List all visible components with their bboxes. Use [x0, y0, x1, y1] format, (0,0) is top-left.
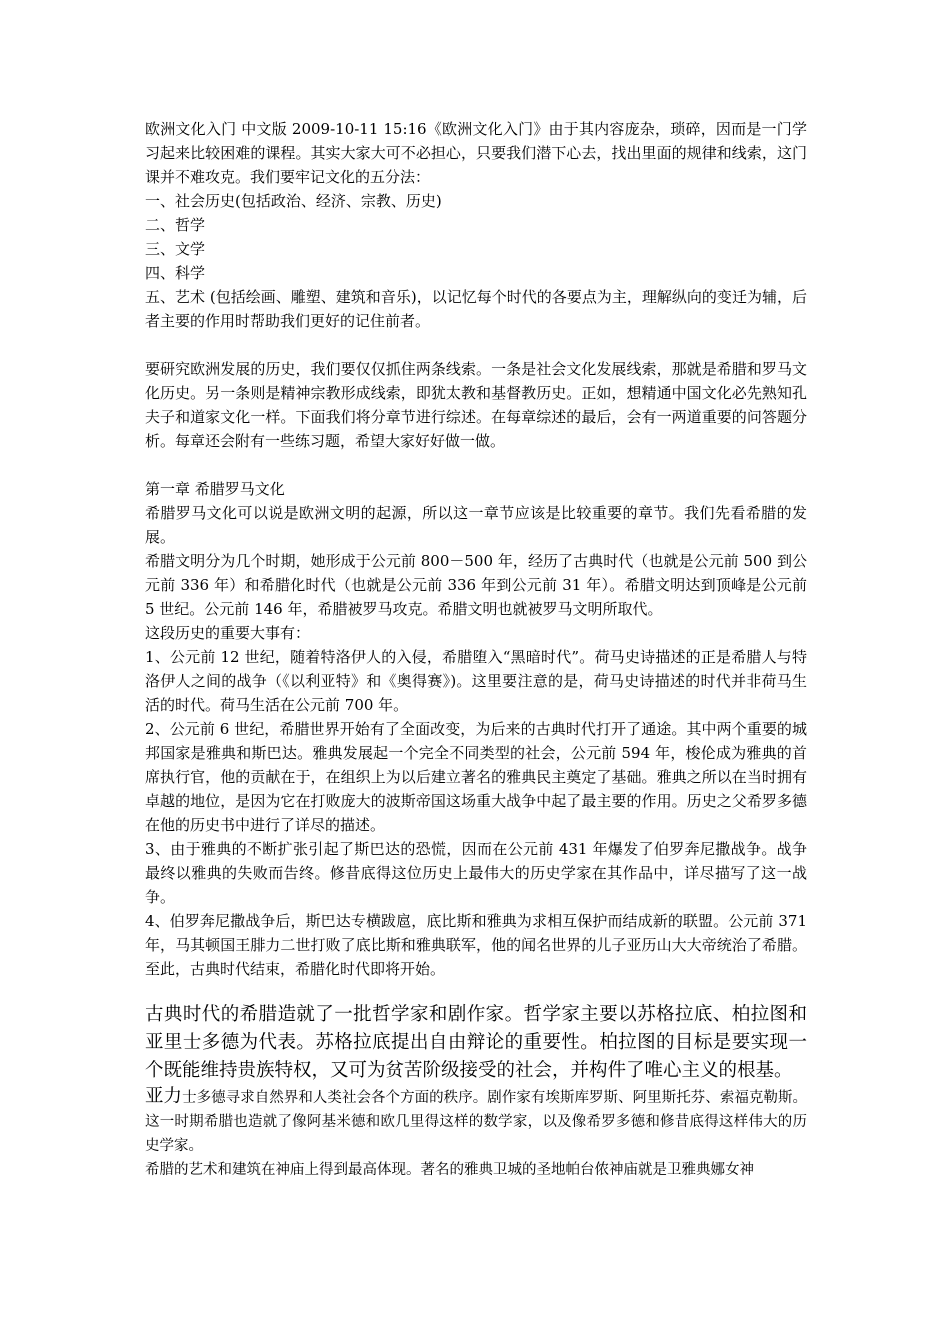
blank-line	[145, 333, 807, 357]
aristotle-rest-text: 士多德寻求自然界和人类社会各个方面的秩序。剧作家有埃斯库罗斯、阿里斯托芬、索福克勒斯。这一时期希腊也造就了像阿基米德和欧几里得这样的数学家，以及像希罗多德和修昔底得这样伟大的历史学家。	[145, 1090, 807, 1154]
method-item-2: 二、哲学	[145, 216, 206, 234]
blank-line	[145, 981, 807, 1001]
events-heading: 这段历史的重要大事有：	[145, 624, 311, 642]
blank-line	[145, 453, 807, 477]
method-item-4: 四、科学	[145, 264, 206, 282]
event-item-3: 3、由于雅典的不断扩张引起了斯巴达的恐慌，因而在公元前 431 年爆发了伯罗奔尼撒战争。战争最终以雅典的失败而告终。修昔底得这位历史上最伟大的历史学家在其作品中，详尽描写了这一战争。	[145, 840, 807, 906]
event-item-2: 2、公元前 6 世纪，希腊世界开始有了全面改变，为后来的古典时代打开了通途。其中两个重要的城邦国家是雅典和斯巴达。雅典发展起一个完全不同类型的社会，公元前 594 年，梭伦成为雅典的首席执行官，他的贡献在于，在组织上为以后建立著名的雅典民主奠定了基础。雅典之所以在当时拥有卓越的地位，是因为它在打败庞大的波斯帝国这场重大战争中起了最主要的作用。历史之父希罗多德在他的历史书中进行了详尽的描述。	[145, 720, 807, 834]
document-body	[145, 117, 807, 1183]
intro-paragraph: 欧洲文化入门 中文版 2009-10-11 15:16《欧洲文化入门》由于其内容庞杂，琐碎，因而是一门学习起来比较困难的课程。其实大家大可不必担心，只要我们潜下心去，找出里面的规律和线索，这门课并不难攻克。我们要牢记文化的五分法：	[145, 120, 807, 186]
event-item-4: 4、伯罗奔尼撒战争后，斯巴达专横跋扈，底比斯和雅典为求相互保护而结成新的联盟。公元前 371 年，马其顿国王腓力二世打败了底比斯和雅典联军，他的闻名世界的儿子亚历山大大帝统治了希腊。至此，古典时代结束，希腊化时代即将开始。	[145, 912, 807, 978]
aristotle-paragraph	[145, 1085, 807, 1158]
method-item-3: 三、文学	[145, 240, 206, 258]
classical-era-paragraph: 古典时代的希腊造就了一批哲学家和剧作家。哲学家主要以苏格拉底、柏拉图和亚里士多德为代表。苏格拉底提出自由辩论的重要性。柏拉图的目标是要实现一个既能维持贵族特权，又可为贫苦阶级接受的社会，并构件了唯心主义的根基。	[145, 1004, 807, 1081]
event-item-1: 1、公元前 12 世纪，随着特洛伊人的入侵，希腊堕入“黑暗时代”。荷马史诗描述的正是希腊人与特洛伊人之间的战争（《以利亚特》和《奥得赛》)。这里要注意的是，荷马史诗描述的时代并非荷马生活的时代。荷马生活在公元前 700 年。	[145, 648, 807, 714]
method-item-1: 一、社会历史(包括政治、经济、宗教、历史)	[145, 192, 442, 210]
chapter-intro-paragraph: 希腊罗马文化可以说是欧洲文明的起源，所以这一章节应该是比较重要的章节。我们先看希腊的发展。	[145, 504, 807, 546]
research-paragraph: 要研究欧洲发展的历史，我们要仅仅抓住两条线索。一条是社会文化发展线索，那就是希腊和罗马文化历史。另一条则是精神宗教形成线索，即犹太教和基督教历史。正如，想精通中国文化必先熟知孔夫子和道家文化一样。下面我们将分章节进行综述。在每章综述的最后，会有一两道重要的问答题分析。每章还会附有一些练习题，希望大家好好做一做。	[145, 360, 807, 450]
periods-paragraph: 希腊文明分为几个时期，她形成于公元前 800－500 年，经历了古典时代（也就是公元前 500 到公元前 336 年）和希腊化时代（也就是公元前 336 年到公元前 31 年）。希腊文明达到顶峰是公元前 5 世纪。公元前 146 年，希腊被罗马攻克。希腊文明也就被罗马文明所取代。	[145, 552, 807, 618]
chapter-title: 第一章 希腊罗马文化	[145, 480, 285, 498]
art-paragraph: 希腊的艺术和建筑在神庙上得到最高体现。著名的雅典卫城的圣地帕台侬神庙就是卫雅典娜女神	[145, 1162, 754, 1178]
method-item-5: 五、艺术 (包括绘画、雕塑、建筑和音乐)，以记忆每个时代的各要点为主，理解纵向的变迁为辅，后者主要的作用时帮助我们更好的记住前者。	[145, 288, 807, 330]
aristotle-lead-text: 亚力	[145, 1086, 183, 1107]
